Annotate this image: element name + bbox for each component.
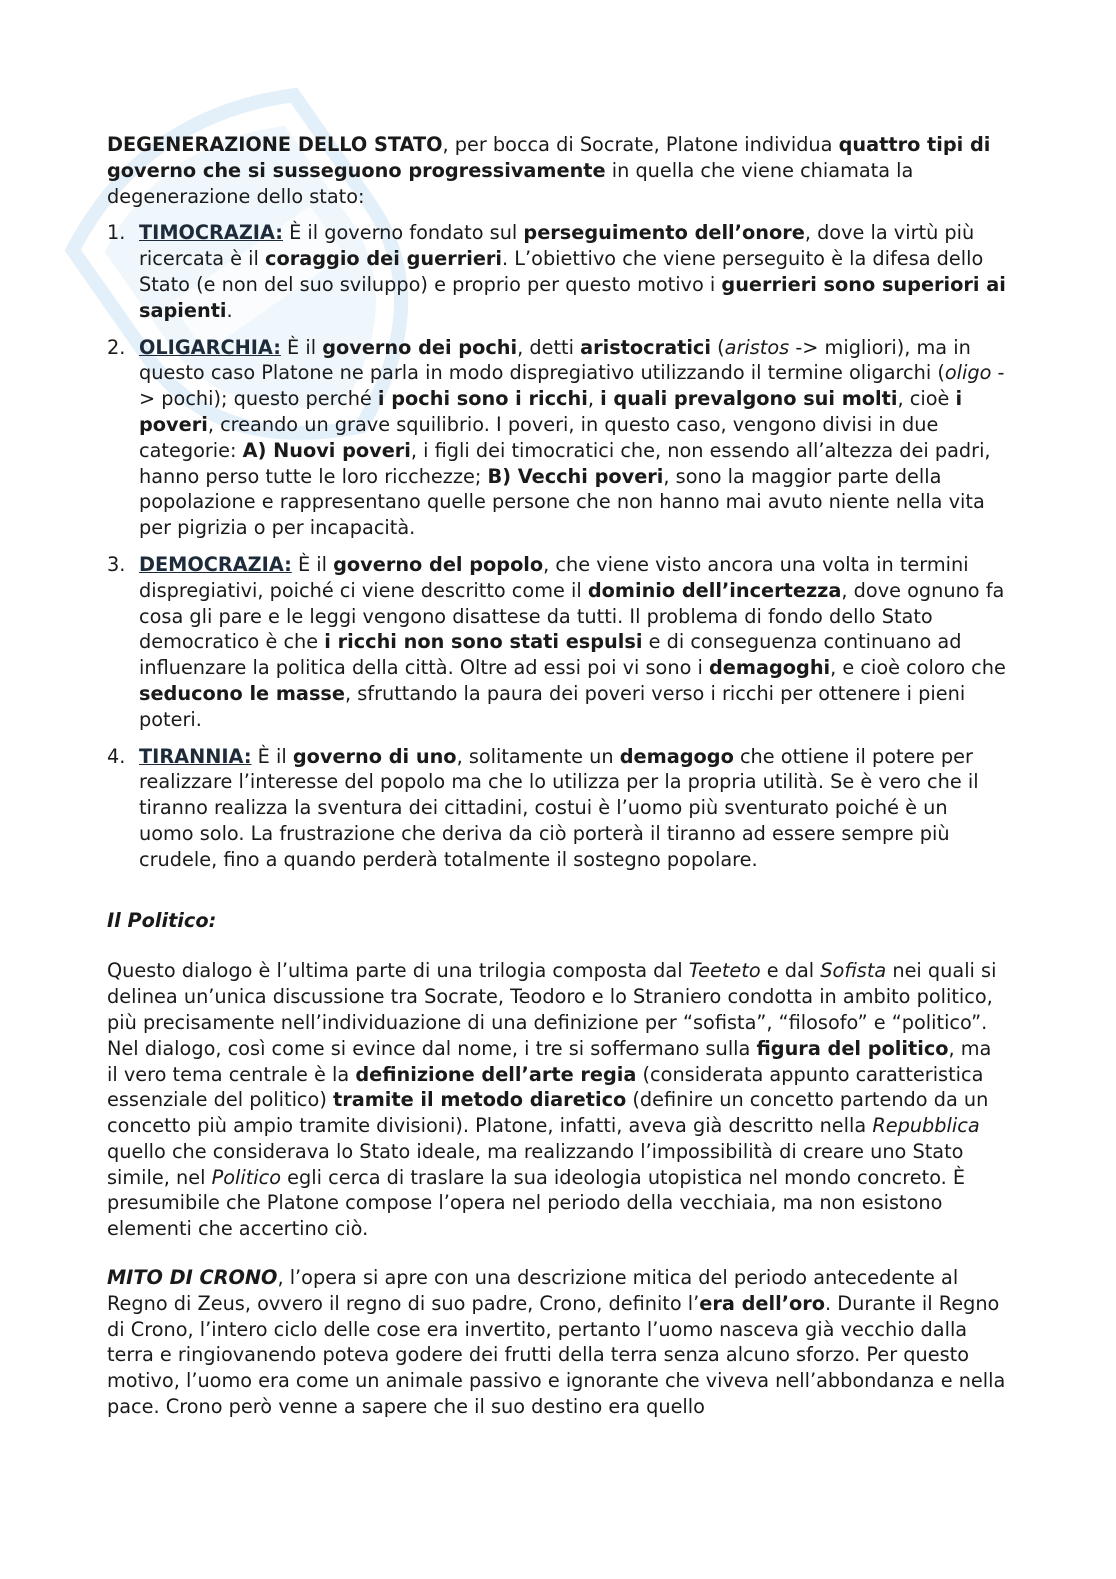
crono-heading: MITO DI CRONO: [107, 1266, 278, 1290]
list-item-oligarchia: 2. OLIGARCHIA: È il governo dei pochi, detti aristocratici (aristos -> migliori), ma in questo caso Platone ne parla in modo dispregiativo utilizzando il termine oligarchi (oligo -> pochi); questo perché i pochi sono i ricchi, i quali prevalgono sui molti, cioè i poveri, creando un grave squilibrio. I poveri, in questo caso, vengono divisi in due categorie: A) Nuovi poveri, i figli dei timocratici che, non essendo all’altezza dei padri, hanno perso tutte le loro ricchezze; B) Vecchi poveri, sono la maggior parte della popolazione e rappresentano quelle persone che non hanno mai avuto niente nella vita per pigrizia o per incapacità.: [107, 335, 1005, 540]
government-types-list: [107, 220, 1007, 872]
term-tirannia: TIRANNIA:: [139, 744, 252, 768]
list-item-timocrazia: 1. TIMOCRAZIA: È il governo fondato sul perseguimento dell’onore, dove la virtù più ricercata è il coraggio dei guerrieri. L’obiettivo che viene perseguito è la difesa dello Stato (e non del suo sviluppo) e proprio per questo motivo i guerrieri sono superiori ai sapienti.: [107, 221, 1006, 322]
document-body: [107, 132, 1007, 1420]
intro-heading: DEGENERAZIONE DELLO STATO: [107, 133, 443, 156]
list-item-democrazia: 3. DEMOCRAZIA: È il governo del popolo, che viene visto ancora una volta in termini dispregiativi, poiché ci viene descritto come il dominio dell’incertezza, dove ognuno fa cosa gli pare e le leggi vengono disattese da tutti. Il problema di fondo dello Stato democratico è che i ricchi non sono stati espulsi e di conseguenza continuano ad influenzare la politica della città. Oltre ad essi poi vi sono i demagoghi, e cioè coloro che seducono le masse, sfruttando la paura dei poveri verso i ricchi per ottenere i pieni poteri.: [107, 552, 1006, 731]
crono-paragraph: MITO DI CRONO, l’opera si apre con una descrizione mitica del periodo antecedente al Regno di Zeus, ovvero il regno di suo padre, Crono, definito l’era dell’oro. Durante il Regno di Crono, l’intero ciclo delle cose era invertito, pertanto l’uomo nasceva già vecchio dalla terra e ringiovanendo poteva godere dei frutti della terra senza alcuno sforzo. Per questo motivo, l’uomo era come un animale passivo e ignorante che viveva nell’abbondanza e nella pace. Crono però venne a sapere che il suo destino era quello: [107, 1266, 1006, 1419]
list-number: 2.: [107, 335, 126, 359]
term-oligarchia: OLIGARCHIA:: [139, 335, 281, 359]
list-number: 4.: [107, 744, 126, 768]
list-item-tirannia: 4. TIRANNIA: È il governo di uno, solitamente un demagogo che ottiene il potere per realizzare l’interesse del popolo ma che lo utilizza per la propria utilità. Se è vero che il tiranno realizza la sventura dei cittadini, costui è l’uomo più sventurato poiché è un uomo solo. La frustrazione che deriva da ciò porterà il tiranno ad essere sempre più crudele, fino a quando perderà totalmente il sostegno popolare.: [107, 744, 979, 871]
section-title: Il Politico:: [107, 908, 217, 932]
intro-paragraph: DEGENERAZIONE DELLO STATO, per bocca di Socrate, Platone individua quattro tipi di governo che si susseguono progressivamente in quella che viene chiamata la degenerazione dello stato:: [107, 133, 991, 208]
list-number: 3.: [107, 552, 126, 576]
term-democrazia: DEMOCRAZIA:: [139, 552, 292, 576]
term-timocrazia: TIMOCRAZIA:: [139, 221, 283, 245]
politico-paragraph: Questo dialogo è l’ultima parte di una trilogia composta dal Teeteto e dal Sofista nei quali si delinea un’unica discussione tra Socrate, Teodoro e lo Straniero condotta in ambito politico, più precisamente nell’individuazione di una definizione per “sofista”, “filosofo” e “politico”. Nel dialogo, così come si evince dal nome, i tre si soffermano sulla figura del politico, ma il vero tema centrale è la definizione dell’arte regia (considerata appunto caratteristica essenziale del politico) tramite il metodo diaretico (definire un concetto partendo da un concetto più ampio tramite divisioni). Platone, infatti, aveva già descritto nella Repubblica quello che considerava lo Stato ideale, ma realizzando l’impossibilità di creare uno Stato simile, nel Politico egli cerca di traslare la sua ideologia utopistica nel mondo concreto. È presumibile che Platone compose l’opera nel periodo della vecchiaia, ma non esistono elementi che accertino ciò.: [107, 959, 997, 1241]
list-number: 1.: [107, 221, 126, 245]
